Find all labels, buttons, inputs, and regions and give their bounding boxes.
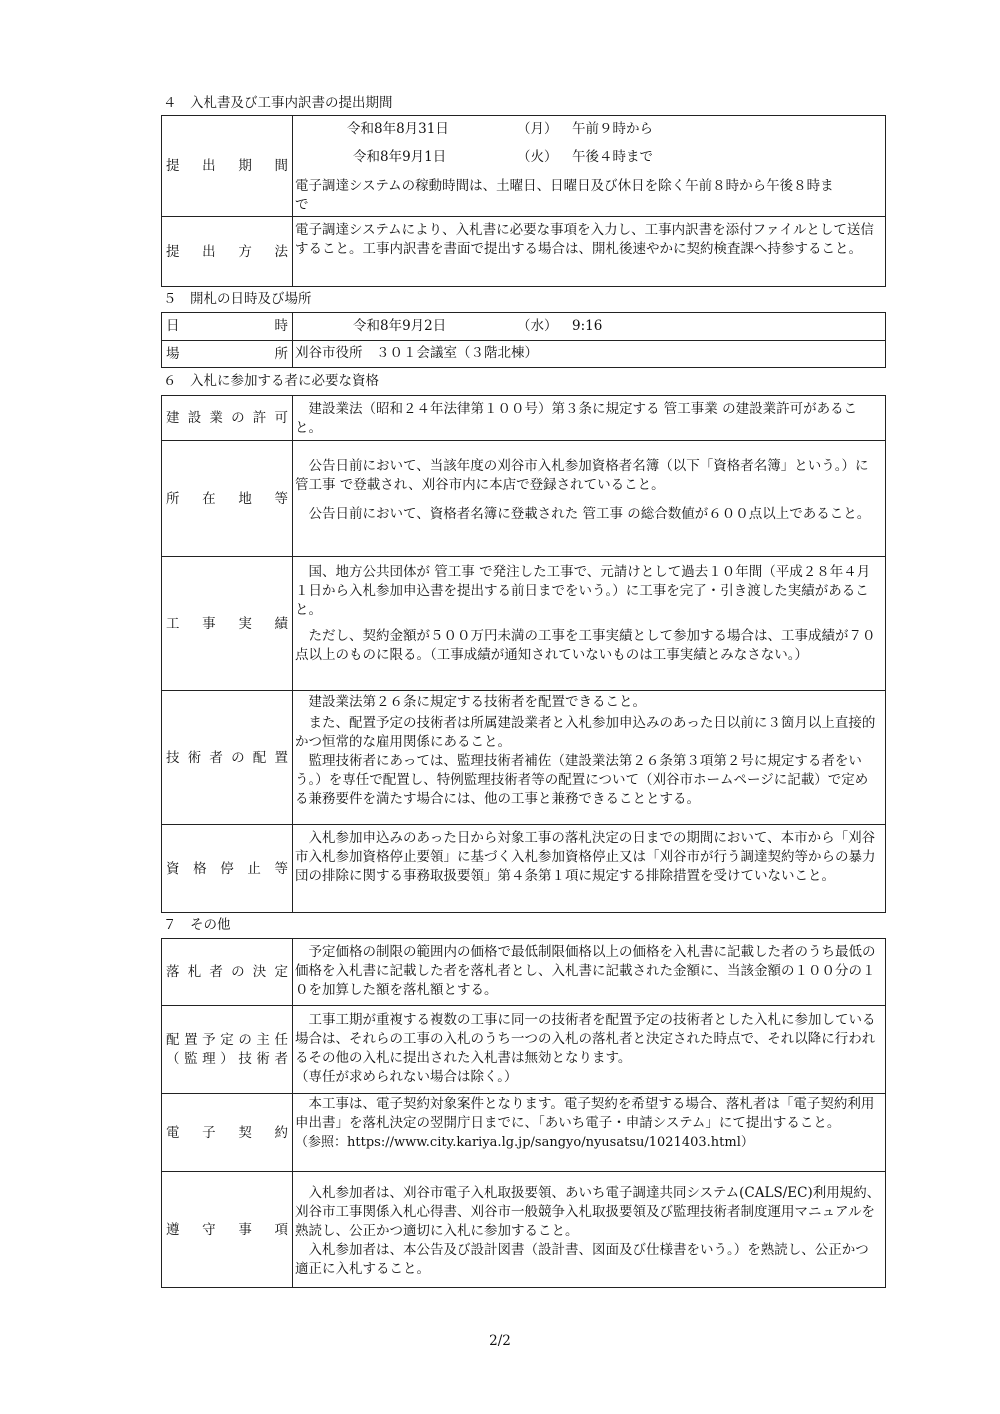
period-start-date: 令和8年8月31日 [347,121,449,137]
engineer-row [162,690,885,825]
e-contract-reference-link[interactable]: （参照：https://www.city.kariya.lg.jp/sangyo/nyusatsu/1021403.html） [295,1135,754,1150]
e-contract-label: 電子契約 [162,1094,293,1172]
period-label: 提出期間 [162,116,293,216]
opening-time: 9:16 [572,318,603,334]
compliance-row [162,1171,885,1288]
license-row [162,396,885,440]
period-row [162,116,885,216]
period-end-date: 令和8年9月1日 [353,149,447,165]
chief-engineer-row [162,1005,885,1094]
compliance-text-1: 入札参加者は、刈谷市電子入札取扱要領、あいち電子調達共同システム(CALS/EC)利用規約、刈谷市工事関係入札心得書、刈谷市一般競争入札取扱要領及び監理技術者制度運用マニュアルを熟読し、公正かつ適切に入札に参加すること。 [295,1185,881,1239]
suspension-text: 入札参加申込みのあった日から対象工事の落札決定の日までの期間において、本市から「刈谷市入札参加資格停止要領」に基づく入札参加資格停止又は「刈谷市が行う調達契約等からの暴力団の排除に関する事務取扱要領」第４条第１項に規定する排除措置を受けていないこと。 [295,830,876,884]
qualification-table [161,395,886,913]
award-text: 予定価格の制限の範囲内の価格で最低制限価格以上の価格を入札書に記載した者のうち最低の価格を入札書に記載した者を落札者とし、入札書に記載された金額に、当該金額の１００分の１０を加算した額を落札額とする。 [295,944,876,998]
other-table [161,938,886,1288]
opening-day: （水） [517,318,558,334]
chief-engineer-text-1: 工事工期が重複する複数の工事に同一の技術者を配置予定の技術者とした入札に参加している場合は、それらの工事の入札のうち一つの入札の落札者と決定された時点で、それ以降に行われるその他の入札に提出された入札書は無効となります。 [295,1012,876,1066]
e-contract-text: 本工事は、電子契約対象案件となります。電子契約を希望する場合、落札者は「電子契約利用申出書」を落札決定の翌開庁日までに、「あいち電子・申請システム」にて提出すること。 [295,1096,875,1131]
period-end-day: （火） [517,149,558,165]
page-number: 2/2 [489,1333,511,1349]
opening-date-label: 日時 [162,313,293,340]
record-text-2: ただし、契約金額が５００万円未満の工事を工事実績として参加する場合は、工事成績が７０点以上のものに限る。（工事成績が通知されていないものは工事実績とみなさない。） [295,628,876,663]
suspension-label: 資格停止等 [162,825,293,913]
location-text-1: 公告日前において、当該年度の刈谷市入札参加資格者名簿（以下「資格者名簿」という。）に 管工事 で登載され、刈谷市内に本店で登録されていること。 [295,458,869,493]
compliance-text-2: 入札参加者は、本公告及び設計図書（設計書、図面及び仕様書をいう。）を熟読し、公正かつ適正に入札すること。 [295,1242,869,1277]
record-text-1: 国、地方公共団体が 管工事 で発注した工事で、元請けとして過去１０年間（平成２８年４月１日から入札参加申込書を提出する前日までをいう。）に工事を完了・引き渡した実績があること。 [295,564,871,618]
period-start-time: 午前９時から [572,121,653,137]
opening-place-label: 場所 [162,341,293,368]
submission-table [161,115,886,287]
section-7-heading: ７ その他 [163,917,231,933]
opening-place: 刈谷市役所 ３０１会議室（３階北棟） [295,345,538,361]
license-text: 建設業法（昭和２４年法律第１００号）第３条に規定する 管工事業 の建設業許可があること。 [295,401,858,436]
engineer-label: 技術者の配置 [162,691,293,825]
location-label: 所在地等 [162,441,293,557]
compliance-label: 遵守事項 [162,1172,293,1288]
section-5-heading: ５ 開札の日時及び場所 [163,291,312,307]
chief-engineer-label: 配置予定の主任 （監理）技術者 [162,1006,293,1094]
period-end-time: 午後４時まで [572,149,653,165]
period-start-day: （月） [517,121,558,137]
engineer-text-1: 建設業法第２６条に規定する技術者を配置できること。 [308,694,646,710]
chief-engineer-text-2: （専任が求められない場合は除く。） [295,1069,518,1085]
license-label: 建設業の許可 [162,396,293,440]
opening-date-row [162,313,885,340]
method-label: 提出方法 [162,217,293,287]
opening-date: 令和8年9月2日 [353,318,447,334]
award-row [162,939,885,1005]
suspension-row [162,824,885,913]
location-row [162,440,885,557]
engineer-text-2: また、配置予定の技術者は所属建設業者と入札参加申込みのあった日以前に３箇月以上直接的かつ恒常的な雇用関係にあること。 [295,715,876,750]
section-4-heading: ４ 入札書及び工事内訳書の提出期間 [163,95,393,111]
opening-place-row [162,340,885,368]
record-row [162,556,885,691]
location-text-2: 公告日前において、資格者名簿に登載された 管工事 の総合数値が６００点以上であること。 [308,506,871,522]
record-label: 工事実績 [162,557,293,691]
opening-table [161,312,886,368]
section-6-heading: ６ 入札に参加する者に必要な資格 [163,373,379,389]
engineer-text-3: 監理技術者にあっては、監理技術者補佐（建設業法第２６条第３項第２号に規定する者をいう。）を専任で配置し、特例監理技術者等の配置について（刈谷市ホームページに記載）で定める兼務要件を満たす場合には、他の工事と兼務できることとする。 [295,753,869,807]
method-text: 電子調達システムにより、入札書に必要な事項を入力し、工事内訳書を添付ファイルとして送信すること。工事内訳書を書面で提出する場合は、開札後速やかに契約検査課へ持参すること。 [295,222,874,257]
e-contract-row [162,1093,885,1172]
period-note: 電子調達システムの稼動時間は、土曜日、日曜日及び休日を除く午前８時から午後８時まで [295,178,834,213]
award-label: 落札者の決定 [162,939,293,1005]
method-row [162,216,885,287]
